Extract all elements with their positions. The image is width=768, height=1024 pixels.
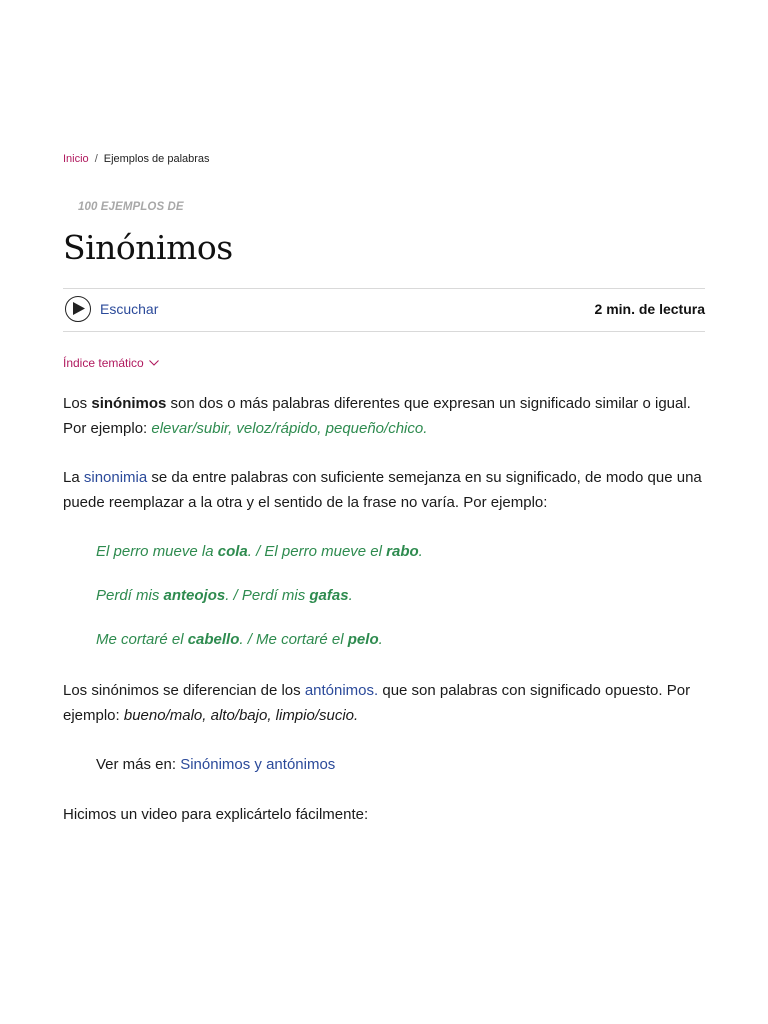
play-icon [73, 302, 85, 315]
example-word: rabo [386, 543, 419, 560]
example-text: Me cortaré el [96, 631, 188, 648]
antonimos-paragraph [63, 678, 705, 728]
sinonimia-link[interactable]: sinonimia [83, 469, 148, 486]
audio-player-bar [63, 288, 705, 332]
example-sentence [96, 587, 353, 604]
see-more [96, 756, 335, 773]
intro-text-end: son dos o más palabras diferentes que expresan un significado similar o igual. Por ejemplo: [63, 395, 691, 437]
sinonimia-text-start: La [63, 469, 84, 486]
see-more-label: Ver más en: [96, 756, 181, 773]
article-kicker: 100 EJEMPLOS DE [78, 201, 184, 213]
antonimos-link[interactable]: antónimos. [304, 682, 379, 699]
example-word: pelo [347, 631, 379, 648]
antonimos-text-end: que son palabras con significado opuesto. Por ejemplo: [63, 682, 691, 724]
example-word: cola [217, 543, 248, 560]
breadcrumb [63, 153, 210, 165]
example-word: anteojos [163, 587, 226, 604]
toc-label: Índice temático [63, 356, 144, 370]
example-text: . / El perro mueve el [247, 543, 387, 560]
example-word: cabello [187, 631, 240, 648]
intro-examples: elevar/subir, veloz/rápido, pequeño/chico. [151, 420, 428, 437]
table-of-contents-toggle[interactable] [63, 356, 159, 370]
breadcrumb-separator: / [94, 153, 98, 165]
chevron-down-icon [149, 360, 159, 366]
video-intro-paragraph: Hicimos un video para explicártelo fácilmente: [63, 806, 369, 823]
example-sentence [96, 631, 383, 648]
intro-term: sinónimos [91, 395, 167, 412]
reading-time: 2 min. de lectura [594, 301, 705, 317]
example-text: . / Me cortaré el [239, 631, 348, 648]
listen-button[interactable]: Escuchar [100, 301, 159, 317]
page-title: Sinónimos [63, 228, 233, 267]
play-button[interactable] [65, 296, 91, 322]
see-more-link[interactable]: Sinónimos y antónimos [180, 756, 336, 773]
example-text: . [348, 587, 353, 604]
example-sentence [96, 543, 423, 560]
intro-paragraph [63, 391, 705, 441]
sinonimia-text-end: se da entre palabras con suficiente semejanza en su significado, de modo que una puede reemplazar a la otra y el sentido de la frase no varía. Por ejemplo: [63, 469, 702, 511]
breadcrumb-home-link[interactable]: Inicio [63, 153, 89, 165]
example-word: gafas [309, 587, 349, 604]
example-text: Perdí mis [96, 587, 164, 604]
example-text: . / Perdí mis [225, 587, 310, 604]
breadcrumb-current: Ejemplos de palabras [103, 153, 210, 165]
example-text: . [418, 543, 423, 560]
sinonimia-paragraph [63, 465, 705, 515]
example-text: . [378, 631, 383, 648]
example-text: El perro mueve la [96, 543, 218, 560]
antonimos-examples: bueno/malo, alto/bajo, limpio/sucio. [123, 707, 359, 724]
intro-text-start: Los [63, 395, 92, 412]
antonimos-text-start: Los sinónimos se diferencian de los [63, 682, 305, 699]
